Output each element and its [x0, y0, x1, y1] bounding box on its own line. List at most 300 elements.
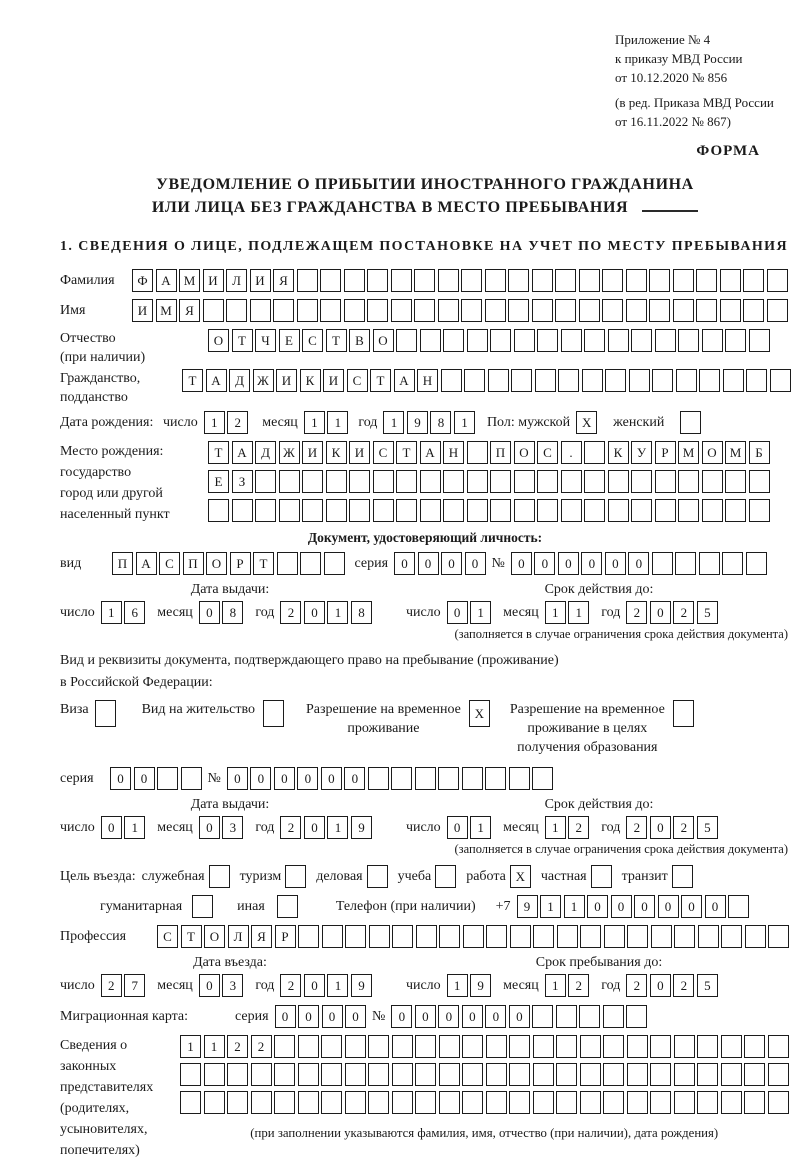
purpose-tourism-checkbox[interactable]: [285, 865, 306, 888]
char-box[interactable]: [721, 1035, 742, 1058]
char-box[interactable]: 7: [124, 974, 145, 997]
char-box[interactable]: [391, 767, 412, 790]
char-box[interactable]: 1: [545, 816, 566, 839]
char-box[interactable]: [702, 329, 723, 352]
char-box[interactable]: [391, 269, 412, 292]
char-box[interactable]: [392, 925, 413, 948]
char-box[interactable]: 2: [280, 974, 301, 997]
char-box[interactable]: 2: [673, 974, 694, 997]
char-box[interactable]: И: [203, 269, 224, 292]
char-box[interactable]: [626, 299, 647, 322]
char-box[interactable]: [392, 1063, 413, 1086]
char-box[interactable]: [678, 329, 699, 352]
char-box[interactable]: [297, 269, 318, 292]
char-box[interactable]: [255, 470, 276, 493]
purpose-transit-checkbox[interactable]: [672, 865, 693, 888]
char-box[interactable]: [250, 299, 271, 322]
char-box[interactable]: 9: [470, 974, 491, 997]
char-box[interactable]: 0: [509, 1005, 530, 1028]
char-box[interactable]: И: [323, 369, 344, 392]
char-box[interactable]: 0: [441, 552, 462, 575]
char-box[interactable]: [439, 1035, 460, 1058]
char-box[interactable]: [744, 1063, 765, 1086]
char-box[interactable]: [537, 470, 558, 493]
char-box[interactable]: С: [537, 441, 558, 464]
char-box[interactable]: [768, 1063, 789, 1086]
char-box[interactable]: 1: [327, 974, 348, 997]
char-box[interactable]: [508, 269, 529, 292]
char-box[interactable]: 2: [626, 601, 647, 624]
char-box[interactable]: [298, 925, 319, 948]
char-box[interactable]: 9: [351, 816, 372, 839]
char-box[interactable]: И: [250, 269, 271, 292]
char-box[interactable]: [420, 329, 441, 352]
char-box[interactable]: [344, 269, 365, 292]
char-box[interactable]: [626, 269, 647, 292]
char-box[interactable]: [302, 499, 323, 522]
char-box[interactable]: [396, 499, 417, 522]
char-box[interactable]: 0: [394, 552, 415, 575]
char-box[interactable]: 1: [327, 601, 348, 624]
char-box[interactable]: И: [132, 299, 153, 322]
char-box[interactable]: [626, 1005, 647, 1028]
char-box[interactable]: [181, 767, 202, 790]
char-box[interactable]: Ж: [279, 441, 300, 464]
char-box[interactable]: [514, 329, 535, 352]
char-box[interactable]: М: [725, 441, 746, 464]
purpose-work-checkbox[interactable]: X: [510, 865, 531, 888]
char-box[interactable]: [509, 767, 530, 790]
char-box[interactable]: 0: [462, 1005, 483, 1028]
char-box[interactable]: [602, 269, 623, 292]
char-box[interactable]: [255, 499, 276, 522]
char-box[interactable]: Т: [396, 441, 417, 464]
char-box[interactable]: Н: [443, 441, 464, 464]
char-box[interactable]: 3: [222, 816, 243, 839]
char-box[interactable]: Д: [255, 441, 276, 464]
char-box[interactable]: 8: [351, 601, 372, 624]
char-box[interactable]: [702, 499, 723, 522]
char-box[interactable]: [675, 552, 696, 575]
char-box[interactable]: [745, 925, 766, 948]
char-box[interactable]: Л: [226, 269, 247, 292]
char-box[interactable]: 0: [511, 552, 532, 575]
char-box[interactable]: [321, 1091, 342, 1114]
char-box[interactable]: [462, 1091, 483, 1114]
char-box[interactable]: 0: [227, 767, 248, 790]
char-box[interactable]: 0: [101, 816, 122, 839]
char-box[interactable]: 0: [447, 601, 468, 624]
char-box[interactable]: 5: [697, 816, 718, 839]
purpose-private-checkbox[interactable]: [591, 865, 612, 888]
char-box[interactable]: 2: [227, 1035, 248, 1058]
char-box[interactable]: [510, 925, 531, 948]
char-box[interactable]: [673, 299, 694, 322]
char-box[interactable]: 2: [626, 816, 647, 839]
char-box[interactable]: 0: [304, 601, 325, 624]
char-box[interactable]: 0: [438, 1005, 459, 1028]
char-box[interactable]: 8: [430, 411, 451, 434]
char-box[interactable]: И: [349, 441, 370, 464]
char-box[interactable]: 0: [250, 767, 271, 790]
char-box[interactable]: С: [347, 369, 368, 392]
char-box[interactable]: [415, 1091, 436, 1114]
char-box[interactable]: [467, 329, 488, 352]
char-box[interactable]: А: [136, 552, 157, 575]
char-box[interactable]: 2: [673, 601, 694, 624]
char-box[interactable]: М: [156, 299, 177, 322]
char-box[interactable]: .: [561, 441, 582, 464]
char-box[interactable]: [627, 1035, 648, 1058]
char-box[interactable]: [297, 299, 318, 322]
char-box[interactable]: 8: [222, 601, 243, 624]
char-box[interactable]: [650, 1063, 671, 1086]
char-box[interactable]: Т: [326, 329, 347, 352]
char-box[interactable]: [582, 369, 603, 392]
char-box[interactable]: О: [206, 552, 227, 575]
char-box[interactable]: [368, 1091, 389, 1114]
char-box[interactable]: 0: [110, 767, 131, 790]
char-box[interactable]: 0: [581, 552, 602, 575]
char-box[interactable]: [673, 269, 694, 292]
char-box[interactable]: [274, 1063, 295, 1086]
char-box[interactable]: [533, 1063, 554, 1086]
char-box[interactable]: 0: [345, 1005, 366, 1028]
char-box[interactable]: 1: [180, 1035, 201, 1058]
char-box[interactable]: 1: [204, 1035, 225, 1058]
char-box[interactable]: [627, 925, 648, 948]
female-checkbox[interactable]: [680, 411, 701, 434]
char-box[interactable]: [674, 1091, 695, 1114]
char-box[interactable]: [321, 1063, 342, 1086]
char-box[interactable]: [702, 470, 723, 493]
char-box[interactable]: [532, 299, 553, 322]
char-box[interactable]: [204, 1063, 225, 1086]
char-box[interactable]: [274, 1035, 295, 1058]
char-box[interactable]: [443, 329, 464, 352]
char-box[interactable]: [768, 1035, 789, 1058]
char-box[interactable]: Н: [417, 369, 438, 392]
char-box[interactable]: Я: [251, 925, 272, 948]
char-box[interactable]: [467, 470, 488, 493]
char-box[interactable]: [678, 499, 699, 522]
char-box[interactable]: [180, 1063, 201, 1086]
char-box[interactable]: 0: [297, 767, 318, 790]
char-box[interactable]: [535, 369, 556, 392]
char-box[interactable]: [723, 369, 744, 392]
char-box[interactable]: 0: [391, 1005, 412, 1028]
char-box[interactable]: [485, 299, 506, 322]
char-box[interactable]: [509, 1063, 530, 1086]
char-box[interactable]: [604, 925, 625, 948]
char-box[interactable]: 0: [304, 974, 325, 997]
char-box[interactable]: С: [157, 925, 178, 948]
char-box[interactable]: [720, 299, 741, 322]
char-box[interactable]: [392, 1091, 413, 1114]
char-box[interactable]: 0: [274, 767, 295, 790]
char-box[interactable]: [631, 329, 652, 352]
char-box[interactable]: [277, 552, 298, 575]
char-box[interactable]: [514, 470, 535, 493]
char-box[interactable]: 3: [222, 974, 243, 997]
char-box[interactable]: [416, 925, 437, 948]
char-box[interactable]: [555, 269, 576, 292]
char-box[interactable]: 1: [124, 816, 145, 839]
char-box[interactable]: Р: [275, 925, 296, 948]
char-box[interactable]: [373, 470, 394, 493]
char-box[interactable]: [722, 552, 743, 575]
char-box[interactable]: М: [678, 441, 699, 464]
char-box[interactable]: [580, 1063, 601, 1086]
char-box[interactable]: [768, 925, 789, 948]
char-box[interactable]: [485, 767, 506, 790]
char-box[interactable]: И: [276, 369, 297, 392]
char-box[interactable]: [696, 269, 717, 292]
char-box[interactable]: [651, 925, 672, 948]
char-box[interactable]: 1: [383, 411, 404, 434]
char-box[interactable]: 0: [321, 767, 342, 790]
char-box[interactable]: С: [373, 441, 394, 464]
char-box[interactable]: 0: [199, 974, 220, 997]
char-box[interactable]: [509, 1091, 530, 1114]
char-box[interactable]: А: [232, 441, 253, 464]
char-box[interactable]: 0: [587, 895, 608, 918]
char-box[interactable]: 1: [304, 411, 325, 434]
char-box[interactable]: 2: [101, 974, 122, 997]
char-box[interactable]: [650, 1035, 671, 1058]
char-box[interactable]: [157, 767, 178, 790]
char-box[interactable]: [749, 499, 770, 522]
char-box[interactable]: [438, 269, 459, 292]
temp-residence-checkbox[interactable]: X: [469, 700, 490, 727]
char-box[interactable]: Т: [181, 925, 202, 948]
char-box[interactable]: [608, 499, 629, 522]
char-box[interactable]: 1: [470, 816, 491, 839]
char-box[interactable]: [631, 470, 652, 493]
char-box[interactable]: 1: [101, 601, 122, 624]
char-box[interactable]: [655, 499, 676, 522]
char-box[interactable]: 2: [626, 974, 647, 997]
char-box[interactable]: Д: [229, 369, 250, 392]
char-box[interactable]: 2: [568, 974, 589, 997]
char-box[interactable]: О: [373, 329, 394, 352]
char-box[interactable]: [226, 299, 247, 322]
char-box[interactable]: 9: [407, 411, 428, 434]
char-box[interactable]: [349, 499, 370, 522]
char-box[interactable]: [725, 329, 746, 352]
char-box[interactable]: П: [183, 552, 204, 575]
char-box[interactable]: [415, 1063, 436, 1086]
char-box[interactable]: [652, 552, 673, 575]
char-box[interactable]: А: [394, 369, 415, 392]
char-box[interactable]: С: [302, 329, 323, 352]
char-box[interactable]: [556, 1035, 577, 1058]
char-box[interactable]: 1: [545, 974, 566, 997]
char-box[interactable]: [486, 1091, 507, 1114]
char-box[interactable]: [580, 1091, 601, 1114]
char-box[interactable]: О: [702, 441, 723, 464]
char-box[interactable]: [697, 1091, 718, 1114]
char-box[interactable]: [556, 1063, 577, 1086]
char-box[interactable]: 2: [673, 816, 694, 839]
char-box[interactable]: Ф: [132, 269, 153, 292]
char-box[interactable]: Р: [230, 552, 251, 575]
purpose-humanitarian-checkbox[interactable]: [192, 895, 213, 918]
char-box[interactable]: [438, 299, 459, 322]
char-box[interactable]: П: [490, 441, 511, 464]
char-box[interactable]: [367, 299, 388, 322]
char-box[interactable]: Т: [182, 369, 203, 392]
char-box[interactable]: 0: [275, 1005, 296, 1028]
char-box[interactable]: [232, 499, 253, 522]
char-box[interactable]: [467, 499, 488, 522]
char-box[interactable]: [603, 1091, 624, 1114]
char-box[interactable]: 1: [204, 411, 225, 434]
char-box[interactable]: [603, 1035, 624, 1058]
char-box[interactable]: 1: [564, 895, 585, 918]
char-box[interactable]: 1: [545, 601, 566, 624]
char-box[interactable]: [743, 269, 764, 292]
char-box[interactable]: 2: [251, 1035, 272, 1058]
char-box[interactable]: 0: [705, 895, 726, 918]
char-box[interactable]: [227, 1091, 248, 1114]
char-box[interactable]: [603, 1005, 624, 1028]
char-box[interactable]: Л: [228, 925, 249, 948]
char-box[interactable]: К: [326, 441, 347, 464]
char-box[interactable]: А: [156, 269, 177, 292]
char-box[interactable]: 9: [351, 974, 372, 997]
char-box[interactable]: [649, 269, 670, 292]
residence-permit-checkbox[interactable]: [263, 700, 284, 727]
char-box[interactable]: [420, 499, 441, 522]
male-checkbox[interactable]: X: [576, 411, 597, 434]
char-box[interactable]: [627, 1091, 648, 1114]
char-box[interactable]: [486, 1035, 507, 1058]
char-box[interactable]: [721, 1063, 742, 1086]
char-box[interactable]: 6: [124, 601, 145, 624]
char-box[interactable]: [396, 470, 417, 493]
char-box[interactable]: [345, 1035, 366, 1058]
char-box[interactable]: [320, 269, 341, 292]
char-box[interactable]: [279, 499, 300, 522]
char-box[interactable]: [767, 269, 788, 292]
char-box[interactable]: [415, 767, 436, 790]
char-box[interactable]: Я: [179, 299, 200, 322]
temp-residence-education-checkbox[interactable]: [673, 700, 694, 727]
char-box[interactable]: [532, 1005, 553, 1028]
char-box[interactable]: [368, 1063, 389, 1086]
char-box[interactable]: [631, 499, 652, 522]
char-box[interactable]: [768, 1091, 789, 1114]
char-box[interactable]: [749, 470, 770, 493]
char-box[interactable]: [511, 369, 532, 392]
char-box[interactable]: 9: [517, 895, 538, 918]
char-box[interactable]: [391, 299, 412, 322]
char-box[interactable]: [561, 470, 582, 493]
char-box[interactable]: [486, 925, 507, 948]
char-box[interactable]: [443, 470, 464, 493]
char-box[interactable]: 1: [447, 974, 468, 997]
char-box[interactable]: [420, 470, 441, 493]
char-box[interactable]: Т: [232, 329, 253, 352]
char-box[interactable]: 0: [298, 1005, 319, 1028]
char-box[interactable]: [767, 299, 788, 322]
char-box[interactable]: [392, 1035, 413, 1058]
char-box[interactable]: [490, 470, 511, 493]
char-box[interactable]: 0: [465, 552, 486, 575]
purpose-study-checkbox[interactable]: [435, 865, 456, 888]
char-box[interactable]: [320, 299, 341, 322]
char-box[interactable]: И: [302, 441, 323, 464]
char-box[interactable]: Я: [273, 269, 294, 292]
char-box[interactable]: Б: [749, 441, 770, 464]
char-box[interactable]: [580, 1035, 601, 1058]
char-box[interactable]: 0: [558, 552, 579, 575]
char-box[interactable]: [770, 369, 791, 392]
char-box[interactable]: 0: [611, 895, 632, 918]
char-box[interactable]: [697, 1035, 718, 1058]
char-box[interactable]: [532, 767, 553, 790]
char-box[interactable]: [439, 1063, 460, 1086]
char-box[interactable]: [298, 1035, 319, 1058]
char-box[interactable]: 0: [199, 601, 220, 624]
char-box[interactable]: 0: [628, 552, 649, 575]
char-box[interactable]: [508, 299, 529, 322]
char-box[interactable]: Е: [208, 470, 229, 493]
char-box[interactable]: Ч: [255, 329, 276, 352]
char-box[interactable]: [251, 1091, 272, 1114]
char-box[interactable]: [464, 369, 485, 392]
char-box[interactable]: 0: [658, 895, 679, 918]
char-box[interactable]: 0: [418, 552, 439, 575]
char-box[interactable]: [298, 1091, 319, 1114]
char-box[interactable]: [608, 329, 629, 352]
char-box[interactable]: [300, 552, 321, 575]
char-box[interactable]: [652, 369, 673, 392]
char-box[interactable]: 5: [697, 974, 718, 997]
char-box[interactable]: 0: [304, 816, 325, 839]
char-box[interactable]: [302, 470, 323, 493]
char-box[interactable]: [373, 499, 394, 522]
char-box[interactable]: [324, 552, 345, 575]
char-box[interactable]: [441, 369, 462, 392]
char-box[interactable]: [533, 1091, 554, 1114]
char-box[interactable]: [463, 925, 484, 948]
char-box[interactable]: Т: [370, 369, 391, 392]
char-box[interactable]: [349, 470, 370, 493]
char-box[interactable]: 0: [650, 601, 671, 624]
char-box[interactable]: [699, 369, 720, 392]
char-box[interactable]: [580, 925, 601, 948]
char-box[interactable]: [368, 1035, 389, 1058]
char-box[interactable]: О: [208, 329, 229, 352]
char-box[interactable]: [321, 1035, 342, 1058]
char-box[interactable]: [561, 499, 582, 522]
char-box[interactable]: [579, 299, 600, 322]
char-box[interactable]: [584, 329, 605, 352]
char-box[interactable]: К: [300, 369, 321, 392]
char-box[interactable]: [676, 369, 697, 392]
char-box[interactable]: [514, 499, 535, 522]
char-box[interactable]: П: [112, 552, 133, 575]
char-box[interactable]: [629, 369, 650, 392]
char-box[interactable]: [537, 499, 558, 522]
char-box[interactable]: 1: [327, 816, 348, 839]
char-box[interactable]: [414, 269, 435, 292]
char-box[interactable]: [414, 299, 435, 322]
char-box[interactable]: [650, 1091, 671, 1114]
char-box[interactable]: [721, 925, 742, 948]
